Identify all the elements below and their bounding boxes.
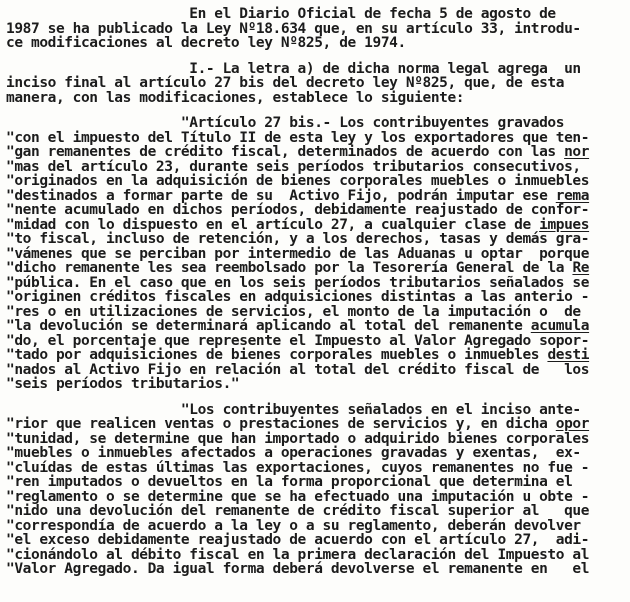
document-line [6,261,630,276]
document-line: En el Diario Oficial de fecha 5 de agosto de [6,6,556,22]
document-line: manera, con las modificaciones, establece lo siguiente: [6,89,465,106]
paragraph [6,62,630,106]
line-text: "destinados a formar parte de su Activo Fijo, podrán imputar ese [6,187,556,204]
document-line: "Artículo 27 bis.- Los contribuyentes gravados [6,115,565,131]
line-continuation-underline: nor [564,144,590,160]
document-line: I.- La letra a) de dicha norma legal agrega un [6,60,581,77]
document-line: "nados al Activo Fijo en relación al total del crédito fiscal de los [6,361,590,378]
document-line: "ren imputados o devueltos en la forma proporcional que determina el [6,474,573,490]
line-text: "rior que realicen ventas o prestaciones de servicios y, en dicha [6,416,556,432]
document-line: "Los contribuyentes señalados en el inciso ante- [6,401,581,418]
document-line [6,145,630,160]
line-continuation-underline: Re [572,260,590,276]
document-line: "nido una devolución del remanente de crédito fiscal superior al que [6,503,590,519]
line-text: "la devolución se determinará aplicando al total del remanente [6,318,531,334]
document-line: "to fiscal, incluso de retención, y a los derechos, tasas y demás gra- [6,231,590,247]
document-line: "con el impuesto del Título II de esta ley y los exportadores que ten- [6,129,590,146]
document-line: "reglamento o se determine que se ha efectuado una imputación u obte - [6,488,590,505]
document-line: "Valor Agregado. Da igual forma deberá devolverse el remanente en el [6,561,590,577]
document-line: "cluídas de estas últimas las exportaciones, cuyos remanentes no fue - [6,459,590,476]
line-text: "gan remanentes de crédito fiscal, determinados de acuerdo con las [6,144,565,160]
document-line: "cionándolo al débito fiscal en la primera declaración del Impuesto al [6,546,590,563]
paragraph [6,116,630,392]
document-line: "nente acumulado en dichos períodos, debidamente reajustado de confor- [6,202,590,218]
document-line: "do, el porcentaje que represente el Impuesto al Valor Agregado sopor- [6,332,590,349]
line-text: "dicho remanente les sea reembolsado por la Tesorería General de la [6,260,573,276]
line-continuation-underline: acumula [530,318,590,334]
document-line [6,348,630,363]
document-line: "correspondía de acuerdo a la ley o a su reglamento, deberán devolver [6,517,581,534]
paragraph [6,7,630,51]
document-line: "seis períodos tributarios." [6,376,240,392]
paragraph [6,403,630,577]
line-continuation-underline: impues [539,216,590,233]
document-body [6,7,630,577]
document-line: "vámenes que se perciban por intermedio de las Aduanas u optar porque [6,245,590,262]
line-continuation-underline: opor [555,416,590,432]
line-continuation-underline: rema [555,187,590,204]
document-line [6,189,630,204]
document-line: inciso final al artículo 27 bis del decreto ley Nº825, que, de esta [6,75,565,91]
document-line: ce modificaciones al decreto ley Nº825, de 1974. [6,35,406,51]
line-text: "tado por adquisiciones de bienes corporales muebles o inmuebles [6,347,548,363]
document-line: "originen créditos fiscales en adquisiciones distintas a las anterio - [6,289,590,305]
document-line [6,218,630,233]
document-line: "muebles o inmuebles afectados a operaciones gravadas y exentas, ex- [6,445,581,461]
line-continuation-underline: desti [547,347,590,363]
document-line: "mas del artículo 23, durante seis períodos tributarios consecutivos, [6,158,581,175]
document-line: "res o en utilizaciones de servicios, el monto de la imputación o de [6,303,581,320]
document-line: "tunidad, se determine que han importado o adquirido bienes corporales [6,430,590,447]
line-text: "midad con lo dispuesto en el artículo 27, a cualquier clase de [6,216,540,233]
document-line: "pública. En el caso que en los seis períodos tributarios señalados se [6,274,590,291]
document-line [6,319,630,334]
document-line [6,417,630,432]
document-line: 1987 se ha publicado la Ley Nº18.634 que, en su artículo 33, introdu- [6,20,581,37]
document-line: "el exceso debidamente reajustado de acuerdo con el artículo 27, adi- [6,532,590,548]
document-line: "originados en la adquisición de bienes corporales muebles o inmuebles [6,173,590,189]
